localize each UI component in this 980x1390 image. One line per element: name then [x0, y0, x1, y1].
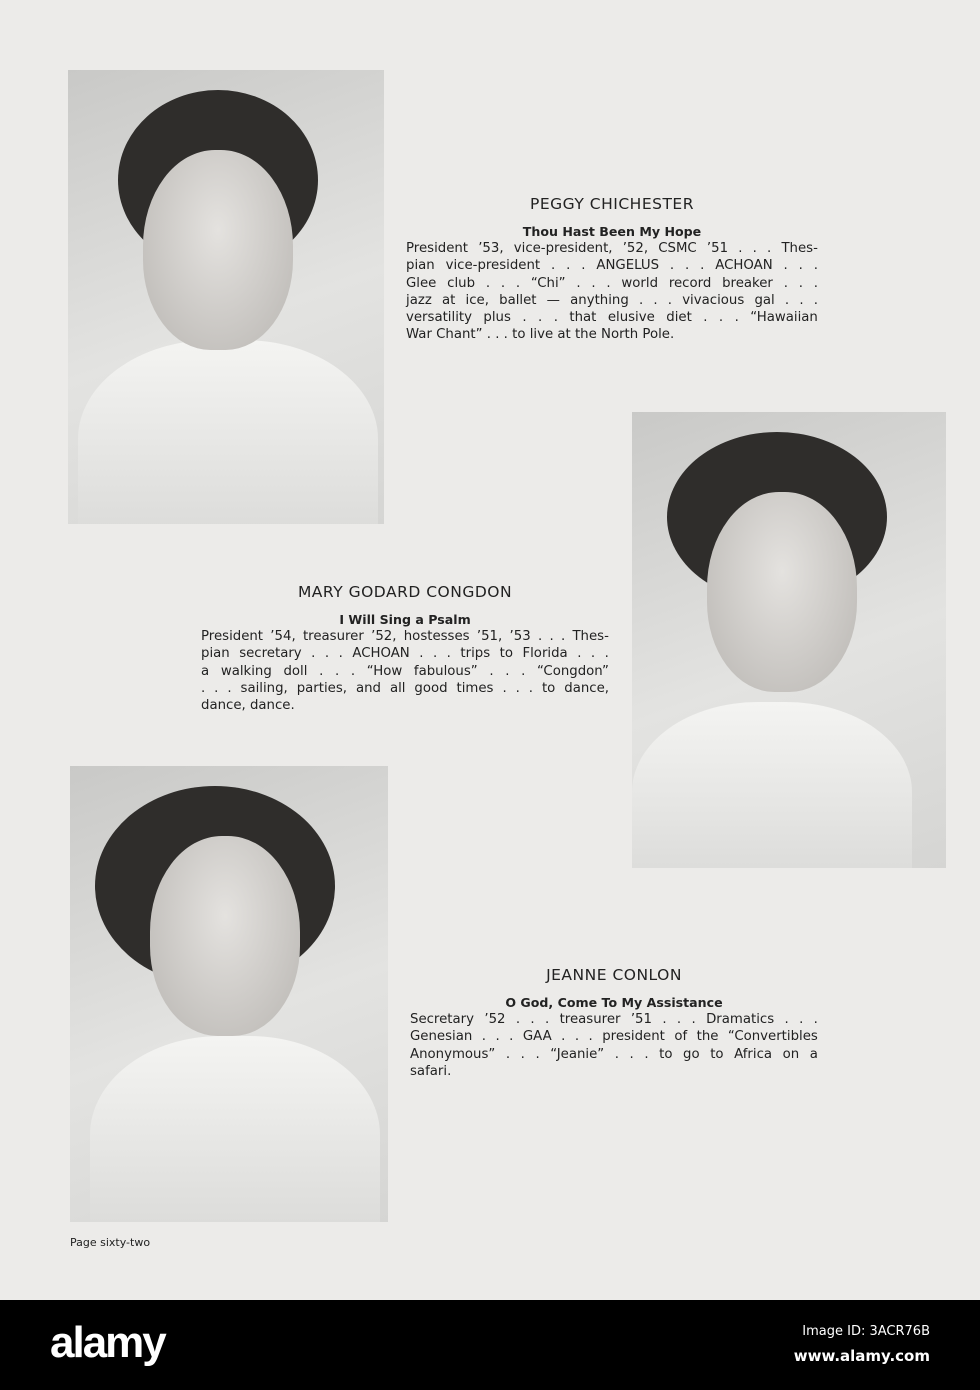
student-motto: O God, Come To My Assistance — [505, 995, 723, 1011]
bio-line: versatility plus . . . that elusive diet . . . “Hawaiian — [406, 310, 818, 326]
image-id: Image ID: 3ACR76B — [802, 1324, 930, 1339]
entry-mary-godard-congdon — [201, 584, 609, 714]
bio-line: . . . sailing, parties, and all good times . . . to dance, — [201, 680, 609, 696]
portrait-mary-godard-congdon — [632, 412, 946, 868]
student-motto: I Will Sing a Psalm — [339, 612, 471, 628]
bio-line: safari. — [410, 1063, 452, 1079]
bio-line: jazz at ice, ballet — anything . . . vivacious gal . . . — [406, 292, 818, 308]
student-name: JEANNE CONLON — [546, 966, 682, 984]
bio-line: pian vice-president . . . ANGELUS . . . ACHOAN . . . — [406, 258, 818, 274]
bio-line: President ’53, vice-president, ’52, CSMC ’51 . . . Thes- — [406, 241, 818, 257]
bio-line: President ’54, treasurer ’52, hostesses ’51, ’53 . . . Thes- — [201, 629, 609, 645]
bio-line: Anonymous” . . . “Jeanie” . . . to go to Africa on a — [410, 1046, 818, 1062]
entry-peggy-chichester — [406, 196, 818, 343]
bio-line: pian secretary . . . ACHOAN . . . trips to Florida . . . — [201, 646, 609, 662]
portrait-jeanne-conlon — [70, 766, 388, 1222]
student-motto: Thou Hast Been My Hope — [522, 224, 702, 240]
bio-line: Genesian . . . GAA . . . president of the “Convertibles — [410, 1029, 818, 1045]
alamy-logo: alamy — [50, 1318, 165, 1367]
portrait-peggy-chichester — [68, 70, 384, 524]
entry-jeanne-conlon — [410, 967, 818, 1080]
bio-line: a walking doll . . . “How fabulous” . . . “Congdon” — [201, 663, 609, 679]
bio-line: Glee club . . . “Chi” . . . world record breaker . . . — [406, 275, 818, 291]
page-number: Page sixty-two — [70, 1236, 151, 1249]
student-name: PEGGY CHICHESTER — [530, 195, 694, 213]
bio-line: dance, dance. — [201, 698, 295, 714]
site-url[interactable]: www.alamy.com — [793, 1347, 930, 1365]
image-info — [794, 1320, 930, 1368]
student-name: MARY GODARD CONGDON — [297, 583, 513, 601]
bio-line: War Chant” . . . to live at the North Pole. — [406, 327, 675, 343]
watermark-footer — [0, 1300, 980, 1390]
bio-line: Secretary ’52 . . . treasurer ’51 . . . Dramatics . . . — [410, 1012, 818, 1028]
